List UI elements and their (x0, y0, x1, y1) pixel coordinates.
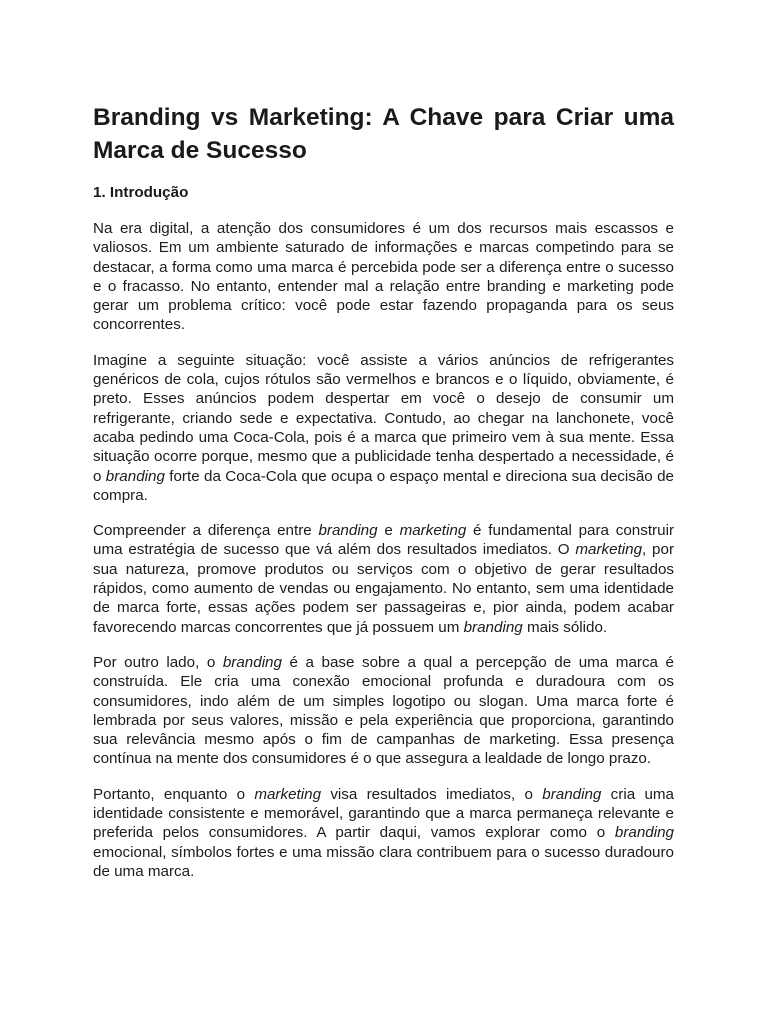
paragraph-list (93, 219, 674, 881)
text-run: forte da Coca-Cola que ocupa o espaço mental e direciona sua decisão de compra. (93, 467, 674, 504)
document-title: Branding vs Marketing: A Chave para Criar uma Marca de Sucesso (93, 104, 674, 164)
body-paragraph (93, 785, 674, 881)
italic-term: branding (105, 467, 165, 485)
italic-term: marketing (254, 785, 322, 803)
text-run: , por sua natureza, promove produtos ou serviços com o objetivo de gerar resultados rápidos, como aumento de vendas ou engajamento. No entanto, sem uma identidade de marca forte, essas ações podem ser passageiras e, pior ainda, podem acabar favorecendo marcas concorrentes que já possuem um (93, 541, 675, 636)
text-run: Compreender a diferença entre (93, 522, 319, 540)
italic-term: branding (542, 785, 602, 803)
body-paragraph (93, 351, 674, 505)
body-paragraph (93, 653, 674, 769)
italic-term: branding (222, 653, 282, 671)
italic-term: marketing (575, 541, 643, 559)
text-run: é fundamental para construir uma estratégia de sucesso que vá além dos resultados imediatos. O (93, 522, 674, 559)
body-paragraph (93, 219, 674, 335)
section-heading-introducao: 1. Introdução (93, 184, 189, 201)
text-run: é a base sobre a qual a percepção de uma marca é construída. Ele cria uma conexão emocional profunda e duradoura com os consumidores, indo além de um simples logotipo ou slogan. Uma marca forte é lembrada por seus valores, missão e pela experiência que proporciona, garantindo sua relevância mesmo após o fim de campanhas de marketing. Essa presença contínua na mente dos consumidores é o que assegura a lealdade de longo prazo. (93, 653, 674, 768)
text-run: cria uma identidade consistente e memorável, garantindo que a marca permaneça relevante e preferida pelos consumidores. A partir daqui, vamos explorar como o (93, 785, 674, 842)
italic-term: marketing (399, 522, 467, 540)
body-paragraph (93, 521, 674, 637)
text-run: Por outro lado, o (93, 653, 223, 671)
text-run: e (377, 522, 400, 540)
text-run: emocional, símbolos fortes e uma missão clara contribuem para o sucesso duradouro de uma marca. (93, 843, 674, 880)
italic-term: branding (463, 618, 523, 636)
text-run: Na era digital, a atenção dos consumidores é um dos recursos mais escassos e valiosos. Em um ambiente saturado de informações e marcas competindo para se destacar, a forma como uma marca é percebida pode ser a diferença entre o sucesso e o fracasso. No entanto, entender mal a relação entre branding e marketing pode gerar um problema crítico: você pode estar fazendo propaganda para os seus concorrentes. (93, 220, 674, 334)
text-run: Imagine a seguinte situação: você assiste a vários anúncios de refrigerantes genéricos de cola, cujos rótulos são vermelhos e brancos e o líquido, obviamente, é preto. Esses anúncios podem despertar em você o desejo de consumir um refrigerante, criando sede e expectativa. Contudo, ao chegar na lanchonete, você acaba pedindo uma Coca-Cola, pois é a marca que primeiro vem à sua mente. Essa situação ocorre porque, mesmo que a publicidade tenha despertado a necessidade, é o (93, 351, 674, 485)
document-body (93, 101, 674, 881)
text-run: visa resultados imediatos, o (321, 785, 543, 803)
italic-term: branding (318, 522, 378, 540)
text-run: Portanto, enquanto o (93, 785, 255, 803)
italic-term: branding (614, 824, 674, 842)
text-run: mais sólido. (522, 618, 608, 636)
